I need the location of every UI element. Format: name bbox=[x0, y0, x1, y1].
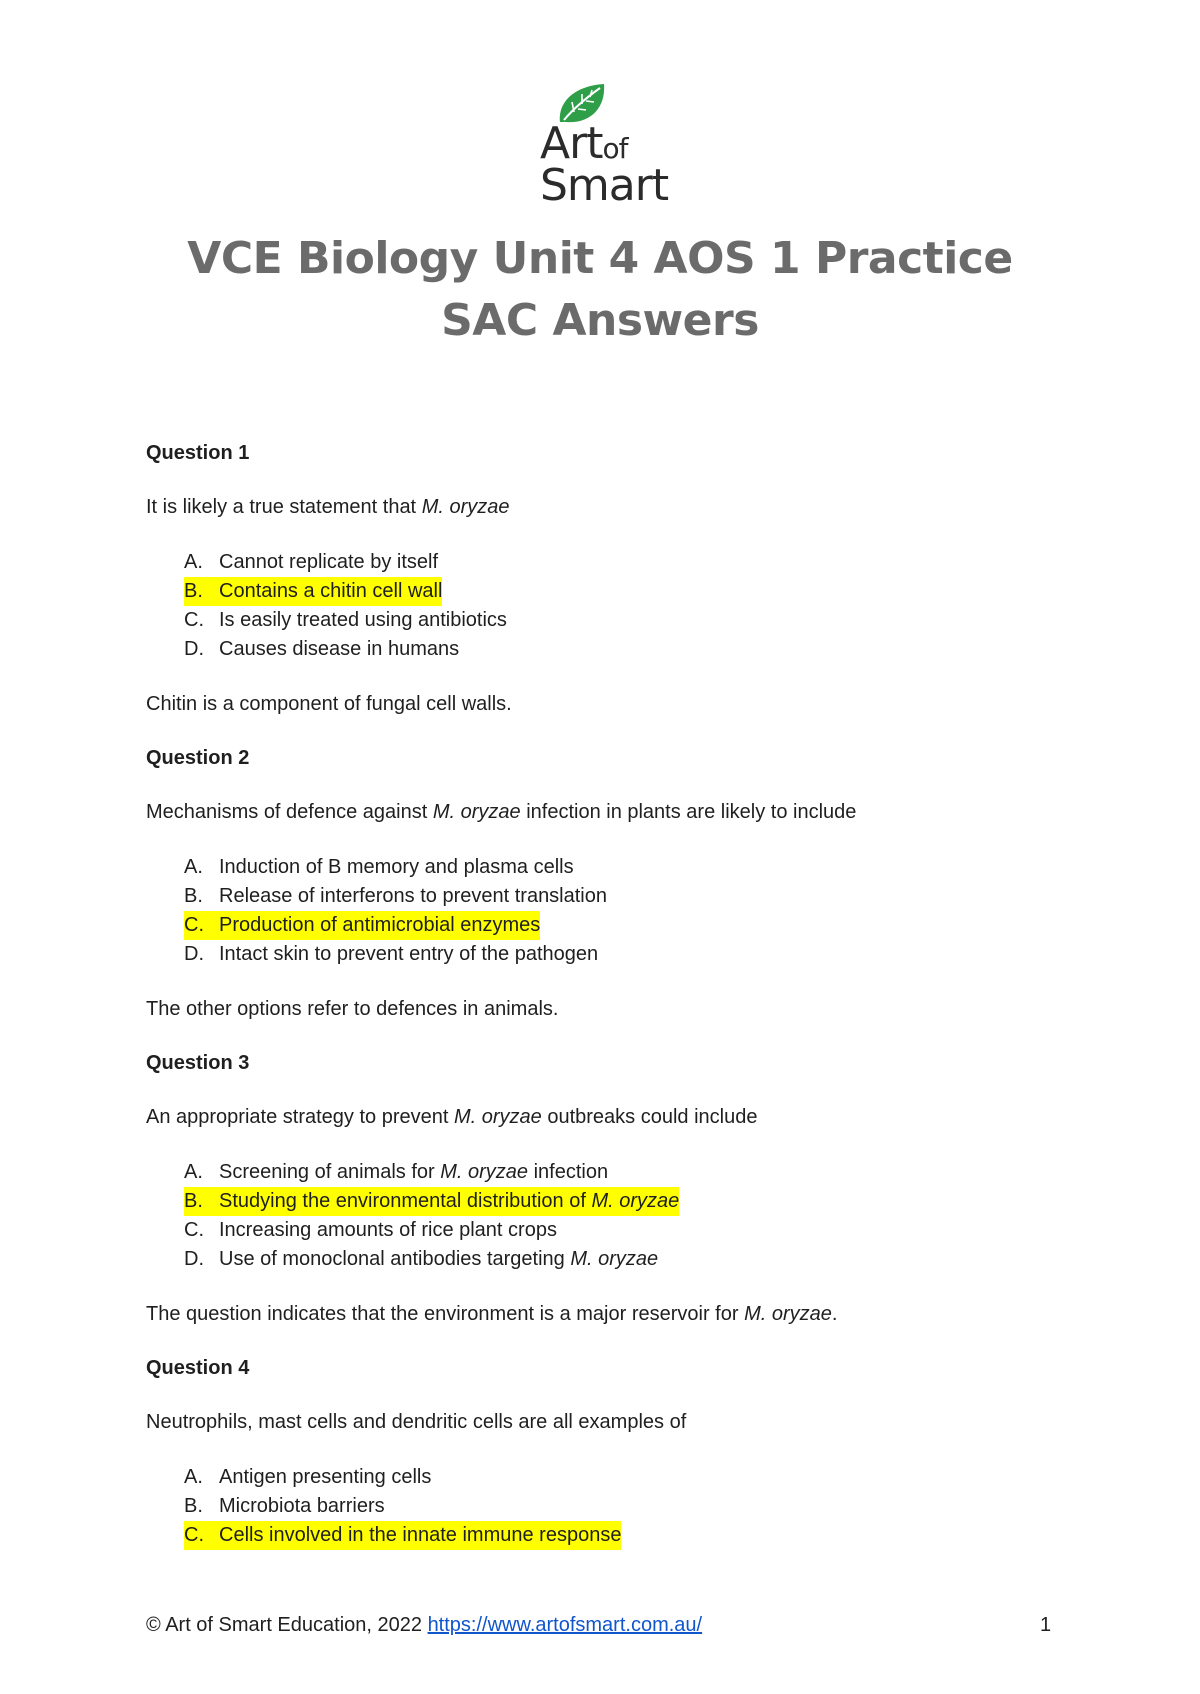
answer-option: A. Screening of animals for M. oryzae infection bbox=[184, 1161, 609, 1183]
questions-content bbox=[146, 440, 1096, 1577]
question-heading: Question 2 bbox=[146, 747, 250, 769]
question-heading: Question 3 bbox=[146, 1052, 250, 1074]
logo-art-text: Art bbox=[540, 118, 603, 169]
question-block bbox=[146, 440, 1096, 718]
question-block bbox=[146, 1050, 1096, 1328]
website-link[interactable]: https://www.artofsmart.com.au/ bbox=[427, 1614, 703, 1636]
correct-answer-option: C. Cells involved in the innate immune response bbox=[146, 1521, 1096, 1550]
answer-explanation: The other options refer to defences in animals. bbox=[146, 998, 559, 1020]
logo-wordmark bbox=[540, 118, 669, 211]
question-block bbox=[146, 745, 1096, 1023]
page-footer bbox=[146, 1612, 1046, 1639]
copyright-text: © Art of Smart Education, 2022 bbox=[146, 1614, 428, 1636]
question-heading: Question 1 bbox=[146, 442, 250, 464]
answer-option: A. Cannot replicate by itself bbox=[184, 551, 439, 573]
title-line-2: SAC Answers bbox=[441, 295, 759, 346]
question-stem: It is likely a true statement that M. oryzae bbox=[146, 496, 510, 518]
answer-options bbox=[146, 1158, 1096, 1274]
correct-answer-option: C. Production of antimicrobial enzymes bbox=[146, 911, 1096, 940]
document-title bbox=[100, 228, 1100, 352]
answer-option: A. Antigen presenting cells bbox=[184, 1466, 432, 1488]
art-of-smart-logo bbox=[540, 82, 670, 212]
logo-smart-text: Smart bbox=[540, 160, 669, 211]
answer-option: C. Increasing amounts of rice plant crops bbox=[184, 1219, 557, 1241]
answer-options bbox=[146, 853, 1096, 969]
question-stem: Neutrophils, mast cells and dendritic cells are all examples of bbox=[146, 1411, 687, 1433]
answer-option: D. Intact skin to prevent entry of the pathogen bbox=[184, 943, 599, 965]
answer-option: B. Release of interferons to prevent translation bbox=[184, 885, 607, 907]
answer-option: C. Is easily treated using antibiotics bbox=[184, 609, 507, 631]
answer-option: B. Microbiota barriers bbox=[184, 1495, 385, 1517]
answer-explanation: The question indicates that the environment is a major reservoir for M. oryzae. bbox=[146, 1303, 838, 1325]
answer-option: A. Induction of B memory and plasma cells bbox=[184, 856, 574, 878]
logo-of-text: of bbox=[602, 132, 628, 165]
correct-answer-option: B. Contains a chitin cell wall bbox=[146, 577, 1096, 606]
question-stem: Mechanisms of defence against M. oryzae infection in plants are likely to include bbox=[146, 801, 857, 823]
answer-option: D. Use of monoclonal antibodies targeting M. oryzae bbox=[184, 1248, 659, 1270]
answer-explanation: Chitin is a component of fungal cell walls. bbox=[146, 693, 512, 715]
question-heading: Question 4 bbox=[146, 1357, 250, 1379]
answer-options bbox=[146, 548, 1096, 664]
question-block bbox=[146, 1355, 1096, 1550]
page-number: 1 bbox=[1040, 1614, 1052, 1636]
question-stem: An appropriate strategy to prevent M. oryzae outbreaks could include bbox=[146, 1106, 758, 1128]
answer-option: D. Causes disease in humans bbox=[184, 638, 460, 660]
correct-answer-option: B. Studying the environmental distribution of M. oryzae bbox=[146, 1187, 1096, 1216]
answer-options bbox=[146, 1463, 1096, 1550]
title-line-1: VCE Biology Unit 4 AOS 1 Practice bbox=[187, 233, 1013, 284]
